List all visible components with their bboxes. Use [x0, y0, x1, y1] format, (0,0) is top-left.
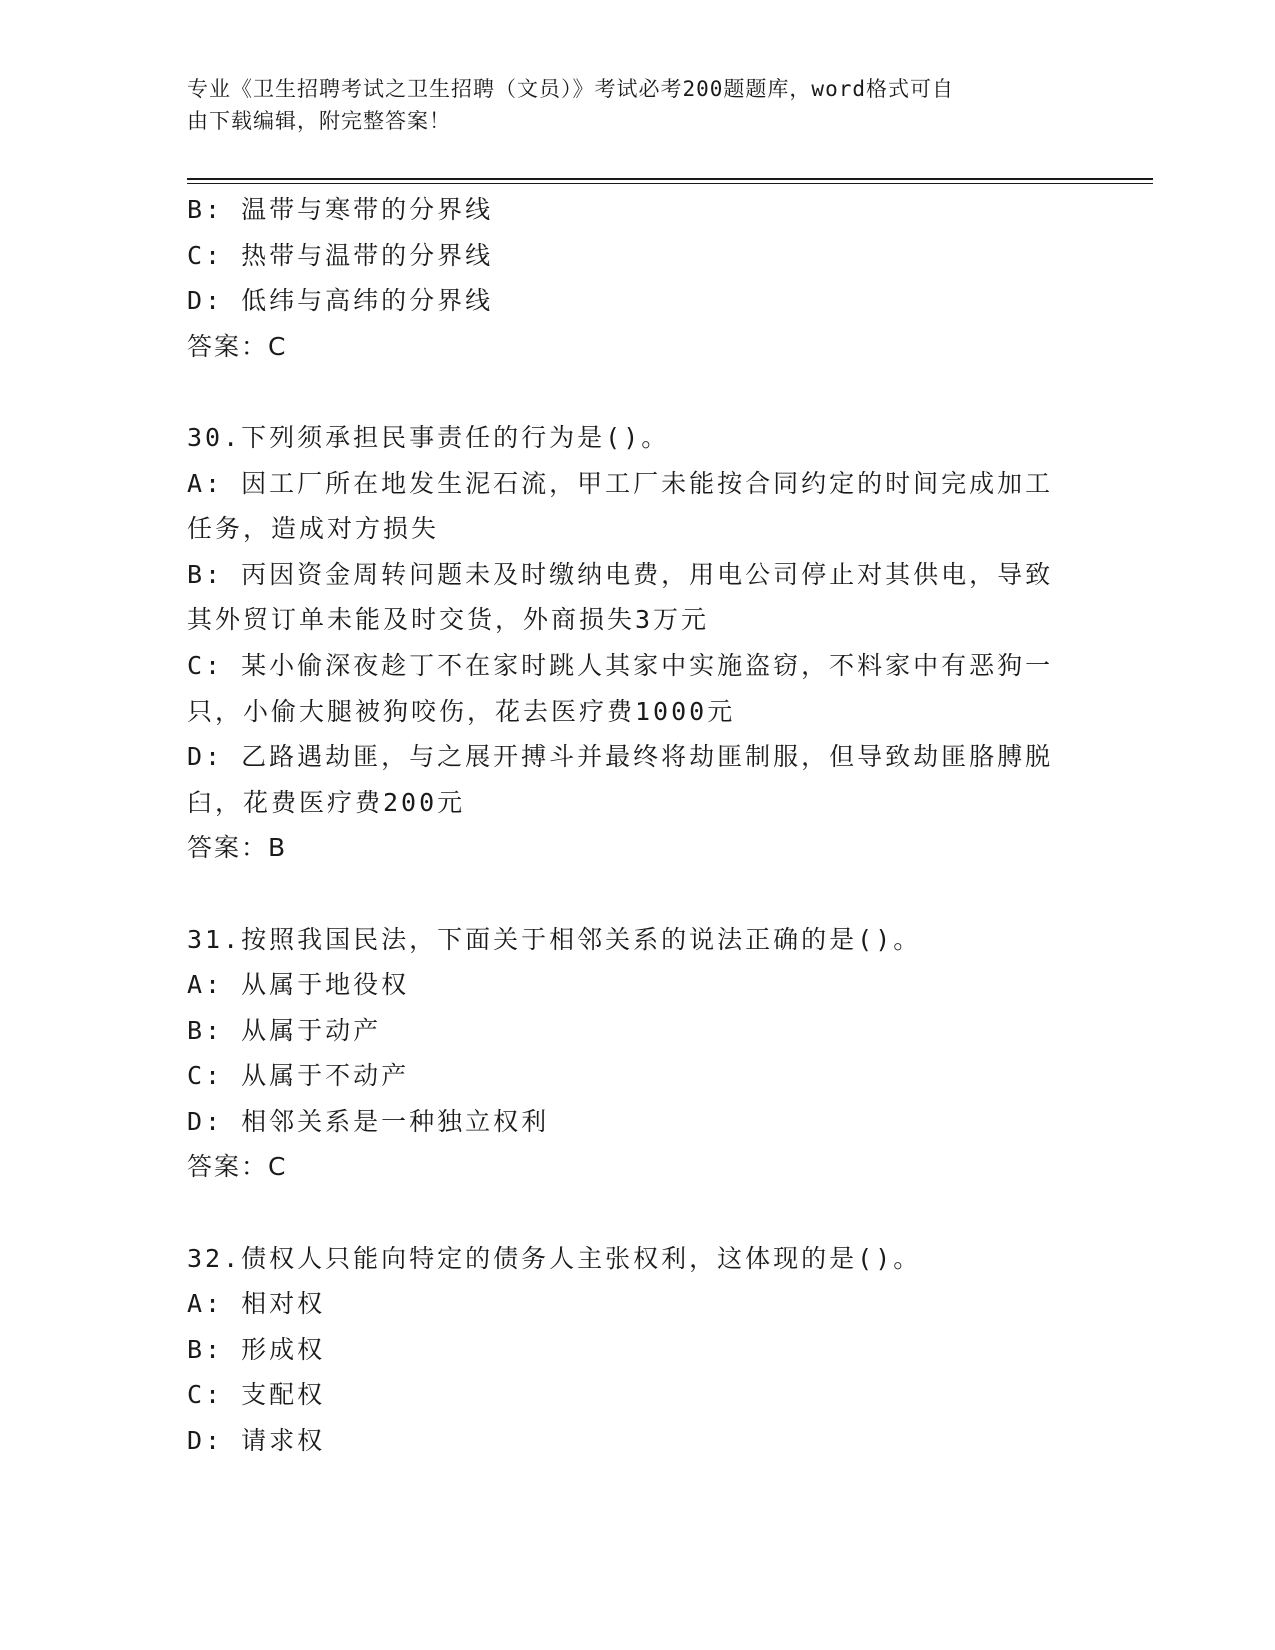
answer-line: 答案：C — [187, 331, 288, 361]
option-b-continued: 其外贸订单未能及时交货，外商损失3万元 — [187, 605, 710, 635]
answer-line: 答案：C — [187, 1152, 288, 1182]
question-list — [187, 187, 1087, 1464]
option-c-continued: 只，小偷大腿被狗咬伤，花去医疗费1000元 — [187, 696, 736, 726]
question-31 — [187, 917, 1087, 1191]
question-gap — [187, 1190, 1087, 1236]
option-a-continued: 任务，造成对方损失 — [187, 514, 440, 544]
question-gap — [187, 369, 1087, 415]
question-stem: 32.债权人只能向特定的债务人主张权利，这体现的是()。 — [187, 1243, 922, 1273]
option-c: C: 支配权 — [187, 1380, 326, 1410]
question-stem: 30.下列须承担民事责任的行为是()。 — [187, 422, 670, 452]
option-a: A: 相对权 — [187, 1289, 326, 1319]
option-a: A: 从属于地役权 — [187, 970, 410, 1000]
option-d: D: 相邻关系是一种独立权利 — [187, 1106, 550, 1136]
option-a: A: 因工厂所在地发生泥石流，甲工厂未能按合同约定的时间完成加工 — [187, 468, 1054, 498]
option-c: C: 某小偷深夜趁丁不在家时跳人其家中实施盗窃，不料家中有恶狗一 — [187, 650, 1054, 680]
option-d-continued: 臼，花费医疗费200元 — [187, 787, 466, 817]
header-line-2: 由下载编辑，附完整答案！ — [187, 109, 451, 133]
option-b: B: 形成权 — [187, 1334, 326, 1364]
question-29-tail — [187, 187, 1087, 369]
question-stem: 31.按照我国民法，下面关于相邻关系的说法正确的是()。 — [187, 924, 922, 954]
option-c: C: 热带与温带的分界线 — [187, 240, 494, 270]
option-d: D: 乙路遇劫匪，与之展开搏斗并最终将劫匪制服，但导致劫匪胳膊脱 — [187, 742, 1054, 772]
option-d: D: 请求权 — [187, 1426, 326, 1456]
document-header — [187, 73, 1067, 137]
option-d: D: 低纬与高纬的分界线 — [187, 286, 494, 316]
option-b: B: 温带与寒带的分界线 — [187, 195, 494, 224]
header-line-1: 专业《卫生招聘考试之卫生招聘（文员）》考试必考200题题库，word格式可自 — [187, 77, 954, 101]
option-c: C: 从属于不动产 — [187, 1061, 410, 1091]
option-b: B: 从属于动产 — [187, 1015, 382, 1045]
option-b: B: 丙因资金周转问题未及时缴纳电费，用电公司停止对其供电，导致 — [187, 559, 1054, 589]
header-divider-thin — [187, 183, 1153, 184]
answer-line: 答案：B — [187, 833, 288, 863]
question-32 — [187, 1236, 1087, 1464]
header-divider-thick — [187, 178, 1153, 180]
question-gap — [187, 871, 1087, 917]
question-30 — [187, 415, 1087, 871]
